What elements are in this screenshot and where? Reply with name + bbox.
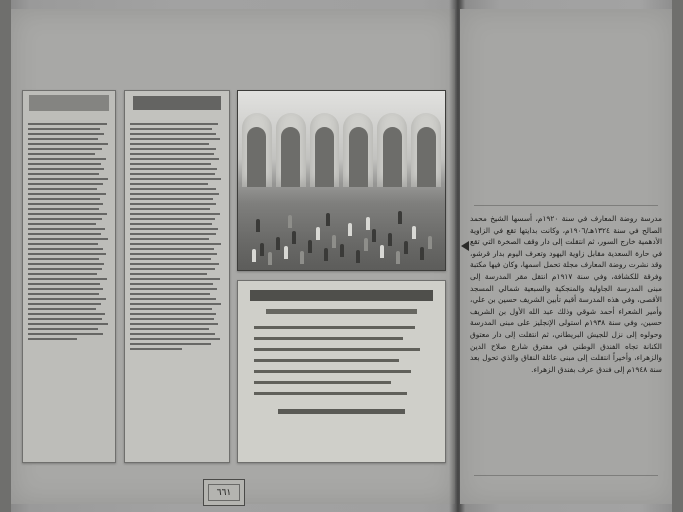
top-divider-rule bbox=[474, 205, 658, 206]
students-poem-scan bbox=[237, 280, 446, 463]
triangle-pointer-icon bbox=[461, 241, 469, 251]
page-number-value: ٦٦١ bbox=[208, 484, 240, 501]
clipping-middle-lines bbox=[125, 117, 229, 462]
arcade-arches bbox=[242, 101, 441, 187]
page-number-badge bbox=[203, 479, 245, 506]
newspaper-clipping-left bbox=[22, 90, 116, 463]
right-page bbox=[460, 9, 672, 504]
poem-title-line bbox=[250, 290, 433, 301]
poem-subtitle-line bbox=[266, 309, 417, 314]
newspaper-clipping-middle bbox=[124, 90, 230, 463]
poem-signature-line bbox=[278, 409, 405, 414]
clipping-middle-heading bbox=[133, 96, 221, 110]
left-page-edge bbox=[0, 0, 11, 512]
clipping-left-lines bbox=[23, 117, 115, 462]
right-page-edge bbox=[672, 0, 683, 512]
crowd-of-students bbox=[238, 186, 445, 270]
clipping-left-heading bbox=[29, 95, 109, 111]
bottom-divider-rule bbox=[474, 475, 658, 476]
left-page bbox=[11, 9, 455, 504]
courtyard-photograph bbox=[237, 90, 446, 271]
right-page-body-text: مدرسة روضة المعارف في سنة ١٩٢٠م، أسسها الشيخ محمد الصالح في سنة ١٣٢٤هـ/١٩٠٦م، وكانت بدايتها تقع في الزاوية الأدهمية خارج السور، ثم انتقلت إلى دار وقف الصخرة التي تقع في حارة السعدية مقابل زاوية اليهود وتعرف اليوم بدار قرشو، وقد نشرت روضة المعارف مجلة تحمل اسمها، وكان فيها مكتبة وفرقة للكشافة، وفي سنة ١٩١٧م انتقل مقر المدرسة إلى مبنى المدرسة الجاولية والمنجكية والسبعية شمالي المسجد الأقصى، وفي هذه المدرسة أقيم تأبين الشريف حسين بن علي، وأمير الشعراء أحمد شوقي وذلك عبد الله الأول بن الشريف حسين، وفي سنة ١٩٣٨م استولى الإنجليز على مبنى المدرسة وحولوه إلى نزل للجيش البريطاني، ثم انتقلت إلى دار معتوق الكنانة تجاه الفندق الوطني في مفترق شارع صلاح الدين والزهراء، وأخيراً انتقلت إلى مبنى عائلة النقاق والذي تحول بعد سنة ١٩٤٨م إلى فندق عرف بفندق الزهراء. bbox=[470, 214, 662, 374]
photograph-image bbox=[238, 91, 445, 270]
